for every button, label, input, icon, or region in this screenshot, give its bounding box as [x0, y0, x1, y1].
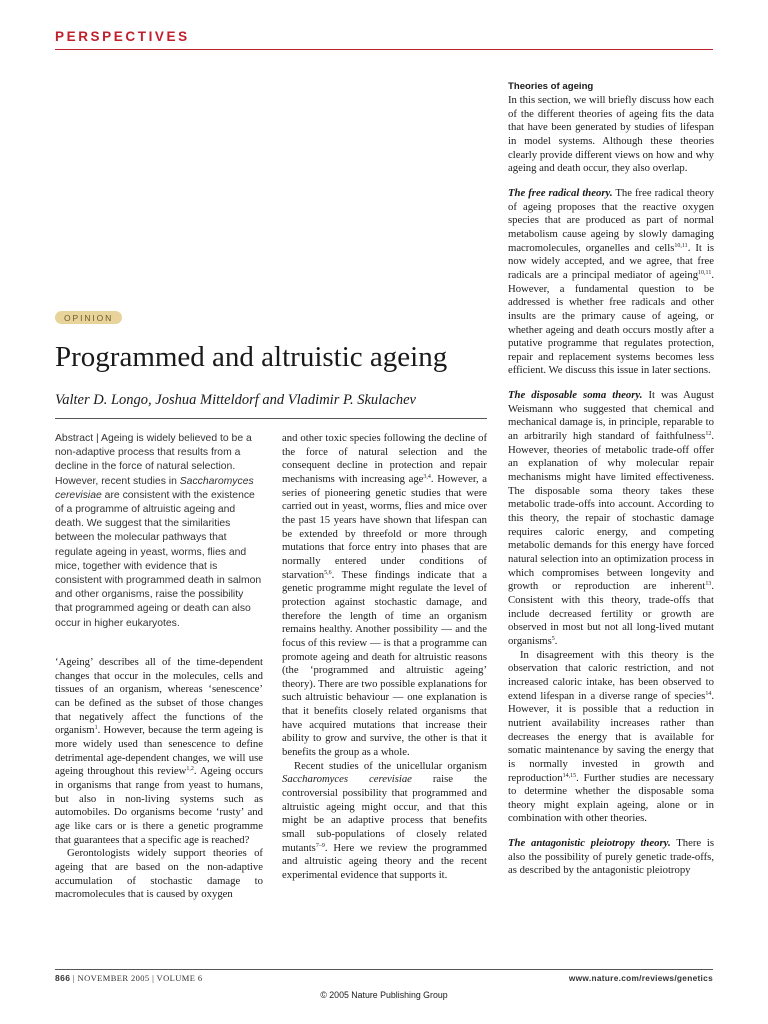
- paragraph: The antagonistic pleiotropy theory. There is also the possibility of purely genetic trade-offs, as described by the antagonistic pleiotropy: [508, 837, 715, 877]
- paragraph: In disagreement with this theory is the observation that caloric restriction, and not increased caloric intake, has been observed to extend lifespan in a diverse range of species$^{14}$. However, it is possible that a reduction in nutrient availability increases rather than decreases the energy that is available for somatic maintenance by saving the energy that is normally invested in growth and reproduction$^{14,15}$. Further studies are necessary to determine whether the disposable soma theory might explain ageing, alone or in combination with other theories.: [508, 648, 714, 825]
- journal-url: www.nature.com/reviews/genetics: [568, 973, 713, 983]
- paragraph: and other toxic species following the decline of the force of natural selection and the consequent decline in protection and repair mechanisms with increasing age$^{3,4}$. However, a series of pioneering genetic studies that were carried out in yeast, worms, flies and mice over the past 15 years have shown that lifespan can be extended by threefold or more through mutations that force entry into phases that are normally entered under conditions of starvation$^{5,6}$. These findings indicate that a genetic programme might regulate the level of protection against stochastic damage, and therefore the length of time an organism remains healthy. Another possibility — and the focus of this review — is that a programme can promote ageing and death for altruistic reasons (the ‘programmed and altruistic ageing’ theory). There are two possible explanations for such altruistic behaviour — one explanation is that it benefits closely related organisms that have acquired mutations that increase their ability to grow and survive, the other is that it benefits the group as a whole.: [282, 432, 487, 759]
- column-1-body: [55, 656, 263, 902]
- paragraph: The free radical theory. The free radical theory of ageing proposes that the reactive oxygen species that are produced as part of normal metabolism cause ageing by slowly damaging macromolecules, organelles and cells$^{10,11}$. It is now widely accepted, and we agree, that free radicals are a principal mediator of ageing$^{10,11}$. However, a fundamental question to be addressed is whether free radicals and other insults are the primary cause of ageing, or whether ageing and death occurs mostly after a putative programme that regulates protection, repair and replacement systems becomes less efficient. We discuss this issue in later sections.: [508, 186, 714, 377]
- paragraph: ‘Ageing’ describes all of the time-dependent changes that occur in the molecules, cells and tissues of an organism, whereas ‘senescence’ can be defined as the subset of those changes that negatively affect the functions of the organism$^1$. However, because the term ageing is more widely used than senescence to define detrimental age-dependent changes, we will use ageing throughout this review$^{1,2}$. Ageing occurs in organisms that range from yeast to humans, but also in non-living systems such as automobiles. Do organisms become ‘rusty’ and age like cars or is there a genetic programme that guarantees that a specific age is reached?: [55, 656, 263, 846]
- article-title: Programmed and altruistic ageing: [55, 341, 448, 373]
- paragraph: Recent studies of the unicellular organism Saccharomyces cerevisiae raise the controversial possibility that programmed and altruistic ageing might occur, and that this might be an adaptive process that benefits small sub-populations of closely related mutants$^{7-9}$. Here we review the programmed and altruistic ageing theory and the recent experimental evidence that supports it.: [282, 759, 487, 881]
- title-rule: [55, 418, 487, 419]
- footer-rule: [55, 969, 713, 970]
- section-label: PERSPECTIVES: [55, 29, 190, 44]
- header-rule: [55, 49, 713, 50]
- abstract: Abstract | Ageing is widely believed to be a non-adaptive process that results from a decline in the force of natural selection. However, recent studies in Saccharomyces cerevisiae are consistent with the existence of a programme of altruistic ageing and death. We suggest that the similarities between the molecular pathways that regulate ageing in yeast, worms, flies and mice, together with evidence that is consistent with programmed death in salmon and other organisms, raise the possibility that programmed ageing or death can also occur in higher eukaryotes.: [55, 433, 262, 629]
- paragraph: The disposable soma theory. It was August Weismann who suggested that chemical and mechanical damage is, in principle, reparable to an arbitrarily high standard of faithfulness$^{12}$. However, theories of metabolic trade-off offer an explanation of why molecular repair mechanisms might have limited effectiveness. The disposable soma theory takes these metabolic trade-offs into account. According to this theory, the repair of stochastic damage requires caloric energy, and competing metabolic demands for this energy have forced natural selection into an optimization process in which compromises between longevity and growth or reproduction are inherent$^{13}$. Consistent with this theory, trade-offs that include decreased fertility or growth are observed in most but not all long-lived mutant organisms$^5$.: [508, 389, 714, 647]
- author-list: Valter D. Longo, Joshua Mitteldorf and Vladimir P. Skulachev: [55, 392, 416, 408]
- column-3: [508, 80, 714, 878]
- column-2: [282, 432, 487, 883]
- paragraph: Gerontologists widely support theories of ageing that are based on the non-adaptive accumulation of stochastic damage to macromolecules that is caused by oxygen: [55, 847, 263, 901]
- paragraph: In this section, we will briefly discuss how each of the different theories of ageing fits the data that have been generated by studies of lifespan in model systems. Although these theories clearly provide different views on how and why ageing and death occur, they also overlap.: [508, 94, 714, 175]
- page-number: 866: [55, 973, 71, 983]
- footer-issue-info: 866 | NOVEMBER 2005 | VOLUME 6: [55, 973, 203, 983]
- section-heading: Theories of ageing: [508, 81, 594, 92]
- copyright-notice: © 2005 Nature Publishing Group: [320, 990, 448, 1000]
- article-type-badge: OPINION: [55, 311, 122, 324]
